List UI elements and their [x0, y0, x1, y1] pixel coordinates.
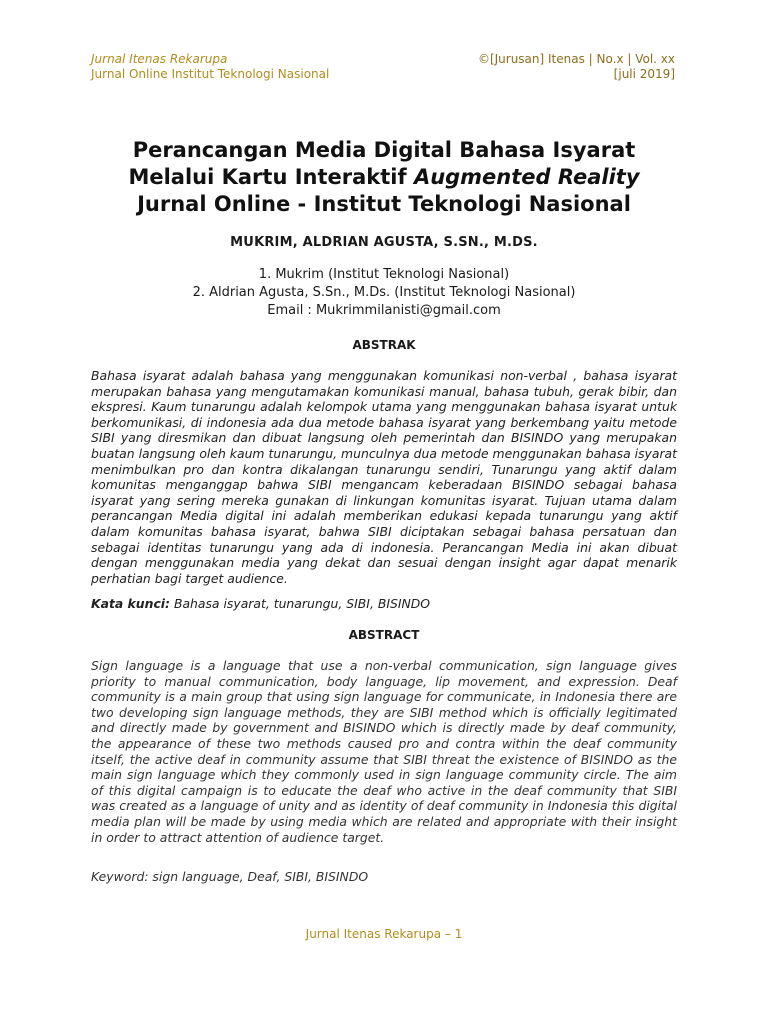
authors: MUKRIM, ALDRIAN AGUSTA, S.SN., M.DS. [230, 235, 538, 250]
affiliation-1: 1. Mukrim (Institut Teknologi Nasional) [258, 267, 510, 282]
abstract-keywords: Keyword: sign language, Deaf, SIBI, BISINDO [91, 869, 369, 884]
keyword-values: Bahasa isyarat, tunarungu, SIBI, BISINDO [170, 596, 431, 611]
header-left [91, 52, 329, 82]
affiliation-2: 2. Aldrian Agusta, S.Sn., M.Ds. (Institut Teknologi Nasional) [192, 285, 576, 300]
abstract-text: Sign language is a language that use a non-verbal communication, sign language gives priority to manual communication, body language, lip movement, and expression. Deaf community is a main group that using sign language for communicate, in Indonesia there are two developing sign language methods, they are SIBI method which is officially legitimated and directly made by government and BISINDO which is directly made by deaf community, the appearance of these two methods caused pro and contra within the deaf community itself, the active deaf in community assume that SIBI threat the existence of BISINDO as the main sign language which they commonly used in sign language community circle. The aim of this digital campaign is to educate the deaf who active in the deaf community that SIBI was created as a language of unity and as identity of deaf community in Indonesia this digital media plan will be made by using media which are related and appropriate with their insight in order to attract attention of audience target. [91, 658, 677, 845]
affiliations [60, 266, 708, 320]
email: Email : Mukrimmilanisti@gmail.com [267, 303, 501, 318]
title-line-1: Perancangan Media Digital Bahasa Isyarat [132, 138, 636, 162]
title-line-2-text: Melalui Kartu Interaktif [128, 165, 414, 189]
title-line-2-italic: Augmented Reality [413, 165, 640, 189]
title-line-2 [60, 164, 708, 191]
header-right [478, 52, 675, 82]
abstrak-heading: ABSTRAK [352, 338, 416, 352]
abstrak-text: Bahasa isyarat adalah bahasa yang menggunakan komunikasi non-verbal , bahasa isyarat merupakan bahasa yang mengutamakan komunikasi manual, bahasa tubuh, gerak bibir, dan ekspresi. Kaum tunarungu adalah kelompok utama yang menggunakan bahasa isyarat untuk berkomunikasi, di indonesia ada dua metode bahasa isyarat yang berkembang yaitu metode SIBI yang diresmikan dan dibuat langsung oleh pemerintah dan BISINDO yang merupakan buatan langsung oleh kaum tunarungu, munculnya dua metode menggunakan bahasa isyarat menimbulkan pro dan kontra dikalangan tunarungu sendiri, Tunarungu yang aktif dalam komunitas menganggap bahwa SIBI mengancam keberadaan BISINDO sebagai bahasa isyarat yang sering mereka gunakan di linkungan komunitas isyarat. Tujuan utama dalam perancangan Media digital ini adalah memberikan edukasi kepada tunarungu yang aktif dalam komunitas bahasa isyarat, bahwa SIBI diciptakan sebagai bahasa persatuan dan sebagai identitas tunarungu yang ada di indonesia. Perancangan Media ini akan dibuat dengan menggunakan media yang dekat dan sesuai dengan insight agar dapat menarik perhatian bagi target audience. [91, 368, 677, 586]
paper-title [60, 137, 708, 218]
page-footer: Jurnal Itenas Rekarupa – 1 [305, 927, 463, 941]
keyword-label: Kata kunci: [91, 596, 170, 611]
issue-info: ©[Jurusan] Itenas | No.x | Vol. xx [477, 52, 675, 66]
title-line-3: Jurnal Online - Institut Teknologi Nasional [137, 192, 631, 216]
journal-name: Jurnal Itenas Rekarupa [91, 52, 228, 66]
abstract-heading: ABSTRACT [348, 628, 420, 642]
abstrak-keywords [91, 596, 677, 611]
journal-subtitle: Jurnal Online Institut Teknologi Nasional [91, 67, 330, 81]
issue-date: [juli 2019] [613, 67, 675, 81]
